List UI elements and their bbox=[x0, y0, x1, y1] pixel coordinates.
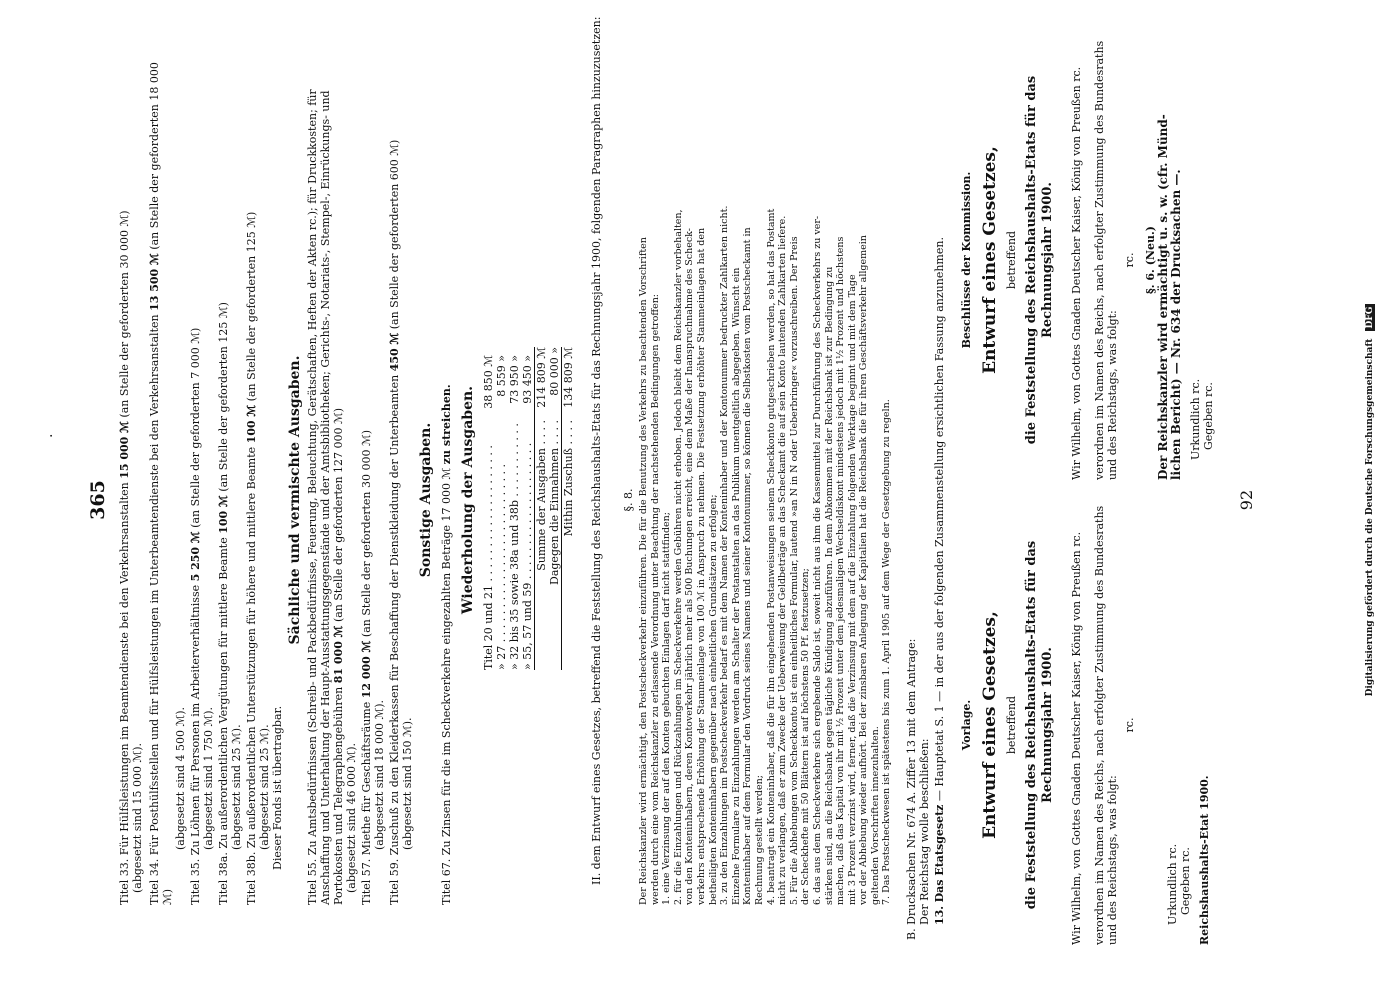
paragraph-line: verkehrs entsprechende Erhöhung der Stammeinlage von 100 ℳ in Anspruch zu nehmen. Die Festsetzung erhöhter Stammeinlagen hat den bbox=[695, 227, 707, 905]
summary-label: Dagegen die Einnahmen . . . . bbox=[548, 420, 561, 585]
column-betreffend: betreffend bbox=[1005, 230, 1018, 290]
titel-note: (an Stelle der geforderten 30 000 ℳ) bbox=[118, 210, 131, 418]
titel-text: Zu außerordentlichen Vergütungen für mittlere Beamte bbox=[217, 537, 230, 849]
titel-note: (an Stelle der geforderten 18 000 ℳ) bbox=[148, 62, 174, 905]
titel-text: Zuschuß zu den Kleiderkassen für Beschaffung der Dienstkleidung der Unterbeamten bbox=[388, 374, 401, 856]
paragraph-line: betheiligten Konteninhabern gegenüber nach einheitlichen Grundsätzen zu erfolgen; bbox=[707, 494, 719, 905]
paragraph-line: 6. das aus dem Scheckverkehre sich ergebende Saldo ist, soweit nicht aus ihm die Kassenmittel zur Durchführung des Scheckverkehrs zu ver- bbox=[811, 215, 823, 905]
titel-text: Zu außerordentlichen Unterstützungen für höhere und mittlere Beamte bbox=[245, 446, 258, 849]
titel-34 bbox=[148, 45, 174, 905]
titel-text: Zu Löhnen für Personen im Arbeiterverhältnisse bbox=[189, 584, 202, 856]
titel-38b bbox=[245, 212, 258, 905]
titel-amount: 81 000 ℳ bbox=[332, 625, 345, 684]
titel-label: Titel 38a. bbox=[217, 852, 230, 905]
titel-label: Titel 38b. bbox=[245, 851, 258, 905]
titel-label: Titel 59. bbox=[388, 858, 401, 905]
page-number-bottom: 92 bbox=[1237, 489, 1256, 511]
column-para6-text-2: lichen Bericht) — Nr. 634 der Drucksachen —. bbox=[1169, 169, 1183, 480]
summary-label: Summe der Ausgaben . . . . bbox=[535, 420, 548, 571]
titel-33 bbox=[118, 210, 131, 905]
titel-amount: 100 ℳ bbox=[217, 495, 230, 534]
titel-34-sub: (abgesetzt sind 4 500 ℳ). bbox=[174, 706, 187, 850]
kommission-column bbox=[960, 40, 1215, 480]
paragraph-line: Der Reichskanzler wird ermächtigt, den Postscheckverkehr einzuführen. Die für die Benutzung des Verkehrs zu beachtenden Vorschriften bbox=[638, 237, 649, 905]
summary-table bbox=[482, 347, 575, 670]
summary-value: 38 850 ℳ bbox=[482, 355, 495, 409]
titel-label: Titel 34. bbox=[148, 858, 161, 905]
summary-row bbox=[508, 347, 521, 670]
paragraph-line: geltenden Vorschriften innezuhalten. bbox=[869, 726, 881, 905]
paragraph-line: 1. eine Verzinsung der auf den Konten gebuchten Einlagen darf nicht stattfinden; bbox=[661, 512, 673, 905]
item-text: — Hauptetat S. 1 — in der aus der folgenden Zusammenstellung ersichtlichen Fassung anzunehmen. bbox=[933, 237, 946, 802]
titel-38a bbox=[217, 302, 230, 905]
paragraph-line: 3. zu den Einzahlungen im Postscheckverkehr bedarf es mit dem Namen der Konteninhaber und der Kontonummer bedruckter Zahlkarten nicht. bbox=[719, 205, 731, 905]
titel-strike: zu streichen. bbox=[440, 384, 453, 465]
paragraph-line: Einzelne Formulare zu Einzahlungen werden am Schalter der Postanstalten an das Publikum unentgeltlich abgegeben. Wünscht ein bbox=[730, 267, 742, 905]
heading-saechliche: Sächliche und vermischte Ausgaben. bbox=[287, 355, 303, 645]
titel-text: Zu Zinsen für die im Scheckverkehre eingezahlten Beträge 17 000 ℳ bbox=[440, 467, 453, 856]
column-etc: rc. bbox=[1123, 717, 1136, 733]
column-subject-1: die Feststellung des Reichshaushalts-Etats für das bbox=[1024, 75, 1039, 445]
summary-value: 93 450 » bbox=[521, 355, 534, 404]
vorlage-column bbox=[960, 505, 1211, 945]
column-urkundlich: Urkundlich rc. bbox=[1189, 378, 1202, 460]
summary-value: 134 809 ℳ bbox=[562, 347, 575, 408]
titel-amount: 450 ℳ bbox=[388, 332, 401, 372]
column-label: Beschlüsse der Kommission. bbox=[960, 171, 973, 349]
column-verordnen: verordnen im Namen des Reichs, nach erfolgter Zustimmung des Bundesraths und des Reichstags, was folgt: bbox=[1093, 505, 1119, 945]
section-ii-intro: II. dem Entwurf eines Gesetzes, betreffend die Feststellung des Reichshaushalts-Etats für das Rechnungsjahr 1900, folgenden Paragraphen hinzuzusetzen: bbox=[590, 16, 603, 885]
titel-amount: 15 000 ℳ bbox=[118, 421, 131, 479]
heading-wiederholung: Wiederholung der Ausgaben. bbox=[460, 385, 476, 615]
paragraph-heading: §. 8. bbox=[622, 488, 635, 512]
column-label: Vorlage. bbox=[960, 699, 973, 751]
paragraph-line: 4. beantragt ein Konteninhaber, daß die für ihn eingehenden Postanweisungen seinem Scheckkonto gutgeschrieben werden, so hat das Postamt bbox=[765, 208, 777, 905]
titel-35 bbox=[189, 328, 202, 905]
titel-label: Titel 33. bbox=[118, 858, 131, 905]
section-b-2: Der Reichstag wolle beschließen: bbox=[918, 738, 931, 925]
column-wir: Wir Wilhelm, von Gottes Gnaden Deutscher Kaiser, König von Preußen rc. bbox=[1070, 531, 1083, 945]
summary-row bbox=[521, 347, 535, 670]
titel-67 bbox=[440, 384, 453, 905]
titel-label: Titel 67. bbox=[440, 858, 453, 905]
titel-label: Titel 57. bbox=[360, 858, 373, 905]
titel-amount: 13 500 ℳ bbox=[148, 253, 161, 311]
paragraph-line: Konteninhaber auf dem Formular den Vordruck seines Namens und seiner Kontonummer, so können die Selbstkosten vom Postscheckamt in bbox=[742, 227, 754, 905]
paragraph-line: von den Konteninhabern, deren Kontoverkehr jährlich mehr als 500 Buchungen erreicht, eine dem Maße der Inanspruchnahme des Scheck- bbox=[684, 228, 696, 905]
column-betreffend: betreffend bbox=[1005, 695, 1018, 755]
titel-59-sub: (abgesetzt sind 150 ℳ). bbox=[401, 717, 414, 850]
paragraph-line: vor der Abhebung wieder aufhört. Bei der zinsbaren Anlegung der Kapitalien hat die Reichsbank die für ihren Geschäftsverkehr allgemein bbox=[858, 235, 870, 905]
heading-sonstige: Sonstige Ausgaben. bbox=[418, 422, 434, 578]
column-title: Entwurf eines Gesetzes, bbox=[980, 611, 1000, 839]
paragraph-line: stärken sind, an die Reichsbank gegen tägliche Kündigung abzuführen. In dem Abkommen mit der Reichsbank ist zur Bedingung zu bbox=[823, 266, 835, 905]
summary-label: Mithin Zuschuß . . . . bbox=[562, 420, 575, 537]
titel-note: (an Stelle der geforderten 127 000 ℳ) bbox=[332, 407, 345, 623]
column-title: Entwurf eines Gesetzes, bbox=[980, 146, 1000, 374]
column-subject-2: Rechnungsjahr 1900. bbox=[1040, 182, 1055, 338]
titel-label: Titel 55. bbox=[306, 858, 319, 905]
credit-text: Digitalisierung gefördert durch die Deutsche Forschungsgemeinschaft bbox=[1365, 338, 1375, 697]
paragraph-line: werden durch eine vom Reichskanzler zu erlassende Verordnung unter Beachtung der nachstehenden Bedingungen getroffen: bbox=[649, 293, 661, 905]
titel-label: Titel 35. bbox=[189, 858, 202, 905]
summary-value: 214 809 ℳ bbox=[535, 347, 548, 408]
summary-value: 8 559 » bbox=[495, 355, 508, 397]
titel-text: Miethe für Geschäftsräume bbox=[360, 701, 373, 856]
titel-text: Für Hülfsleistungen im Beamtendienste bei den Verkehrsanstalten bbox=[118, 482, 131, 856]
column-footer: Reichshaushalts-Etat 1900. bbox=[1198, 775, 1211, 945]
titel-note: (an Stelle der geforderten 125 ℳ) bbox=[245, 211, 258, 402]
paragraph-line: machen, daß das Kapital von ihr mit ½ Prozent unter dem jedesmaligen Wechseldiskont mindestens jedoch mit 1½ Prozent und höchstens bbox=[835, 236, 847, 905]
titel-55-sub: (abgesetzt sind 46 000 ℳ). bbox=[345, 742, 358, 893]
column-wir: Wir Wilhelm, von Gottes Gnaden Deutscher Kaiser, König von Preußen rc. bbox=[1070, 66, 1083, 480]
column-gegeben: Gegeben rc. bbox=[1202, 382, 1215, 450]
titel-text: Für Posthülfsstellen und für Hülfsleistungen im Unterbeamtendienste bei den Verkehrsanstalten bbox=[148, 314, 161, 856]
paragraph-line: mit 3 Prozent verzinst wird, ferner, daß die Verzinsung mit dem auf die Einzahlung folgenden Werktage beginnt und mit dem Tage bbox=[846, 274, 858, 905]
summary-row bbox=[535, 347, 548, 670]
summary-row bbox=[495, 347, 508, 670]
item-title: Das Etatsgesetz bbox=[933, 804, 946, 903]
column-subject-2: Rechnungsjahr 1900. bbox=[1040, 647, 1055, 803]
summary-row bbox=[548, 347, 562, 670]
titel-amount: 12 000 ℳ bbox=[360, 640, 373, 699]
titel-38b-sub2: Dieser Fonds ist übertragbar. bbox=[271, 705, 284, 870]
summary-label: » 27 . . . . . . . . . . . . . . . . . . . . . . . . . . bbox=[495, 463, 508, 670]
column-gegeben: Gegeben rc. bbox=[1179, 847, 1192, 915]
dfg-logo: DFG bbox=[1365, 304, 1375, 332]
titel-55 bbox=[306, 25, 345, 905]
titel-33-sub: (abgesetzt sind 15 000 ℳ). bbox=[131, 742, 144, 893]
titel-note: (an Stelle der geforderten 7 000 ℳ) bbox=[189, 327, 202, 528]
column-para6-text-1: Der Reichskanzler wird ermächtigt u. s. w. (cfr. Münd- bbox=[1156, 114, 1170, 480]
column-verordnen: verordnen im Namen des Reichs, nach erfolgter Zustimmung des Bundesraths und des Reichstags, was folgt: bbox=[1093, 40, 1119, 480]
paragraph-line: der Scheckhefte mit 50 Blättern ist auf höchstens 50 Pf. festzusetzen; bbox=[800, 568, 812, 905]
titel-note: (an Stelle der geforderten 600 ℳ) bbox=[388, 139, 401, 330]
section-b: B. Drucksachen Nr. 674 A. Ziffer 13 mit dem Antrage: bbox=[905, 638, 918, 940]
item-number: 13. bbox=[933, 905, 946, 925]
summary-row bbox=[482, 347, 495, 670]
titel-text: Zu Amtsbedürfnissen (Schreib- und Packbedürfnisse, Feuerung, Beleuchtung, Gerätschaften, Heften der Akten rc.); für Druckkosten; für Anschaffung und Unterhaltung der Haupt-Ausstattungsgegenstände und der Amtsbibliotheken; Gerichts-, Notariats-, Stempel-, Einrückungs- und Portokosten und Telegraphengebühren bbox=[306, 89, 345, 905]
titel-38a-sub: (abgesetzt sind 25 ℳ). bbox=[230, 724, 243, 850]
titel-35-sub: (abgesetzt sind 1 750 ℳ). bbox=[202, 706, 215, 850]
summary-label: » 55, 57 und 59 . . . . . . . . . . . . . . . . . . . . bbox=[521, 442, 534, 670]
titel-38b-sub: (abgesetzt sind 25 ℳ). bbox=[258, 724, 271, 850]
digitization-credit bbox=[1365, 0, 1375, 1000]
summary-row bbox=[562, 347, 575, 670]
titel-57 bbox=[360, 430, 373, 905]
titel-note: (an Stelle der geforderten 30 000 ℳ) bbox=[360, 429, 373, 638]
summary-label: » 32 bis 35 sowie 38a und 38b . . . . . . . . . . . bbox=[508, 423, 521, 670]
titel-note: (an Stelle der geforderten 125 ℳ) bbox=[217, 302, 230, 492]
paragraph-line: 5. Für die Abhebungen vom Scheckkonto ist ein einheitliches Formular, lautend »an N in N oder Ueberbringer« vorzuschreiben. Der Preis bbox=[788, 236, 800, 905]
titel-59 bbox=[388, 140, 401, 905]
column-para6: §. 6. (Neu.) bbox=[1144, 226, 1157, 295]
summary-value: 73 950 » bbox=[508, 355, 521, 404]
top-dot: . bbox=[40, 433, 56, 438]
paragraph-line: 2. für die Einzahlungen und Rückzahlungen im Scheckverkehre werden Gebühren nicht erhoben. Jedoch bleibt dem Reichskanzler vorbehalten, bbox=[672, 209, 684, 905]
column-etc: rc. bbox=[1123, 252, 1136, 268]
column-urkundlich: Urkundlich rc. bbox=[1166, 843, 1179, 925]
paragraph-line: nicht zu verlangen, daß er zum Zwecke der Ueberweisung der Geldbeträge an das Scheckamt die auf sein Konto lautenden Zahlkarten liefere. bbox=[777, 215, 789, 905]
titel-amount: 100 ℳ bbox=[245, 404, 258, 444]
page-number: 365 bbox=[87, 480, 109, 520]
item-13 bbox=[933, 237, 946, 925]
titel-57-sub: (abgesetzt sind 18 000 ℳ). bbox=[373, 699, 386, 850]
paragraph-line: Rechnung gestellt werden; bbox=[753, 775, 765, 905]
column-subject-1: die Feststellung des Reichshaushalts-Etats für das bbox=[1024, 540, 1039, 910]
titel-amount: 5 250 ℳ bbox=[189, 531, 202, 582]
paragraph-line: 7. Das Postscheckwesen ist spätestens bis zum 1. April 1905 auf dem Wege der Gesetzgebung zu regeln. bbox=[881, 399, 893, 905]
summary-value: 80 000 » bbox=[548, 347, 561, 396]
paragraph-body bbox=[638, 206, 893, 905]
summary-label: Titel 20 und 21 . . . . . . . . . . . . . . . . . . . . bbox=[482, 445, 495, 670]
